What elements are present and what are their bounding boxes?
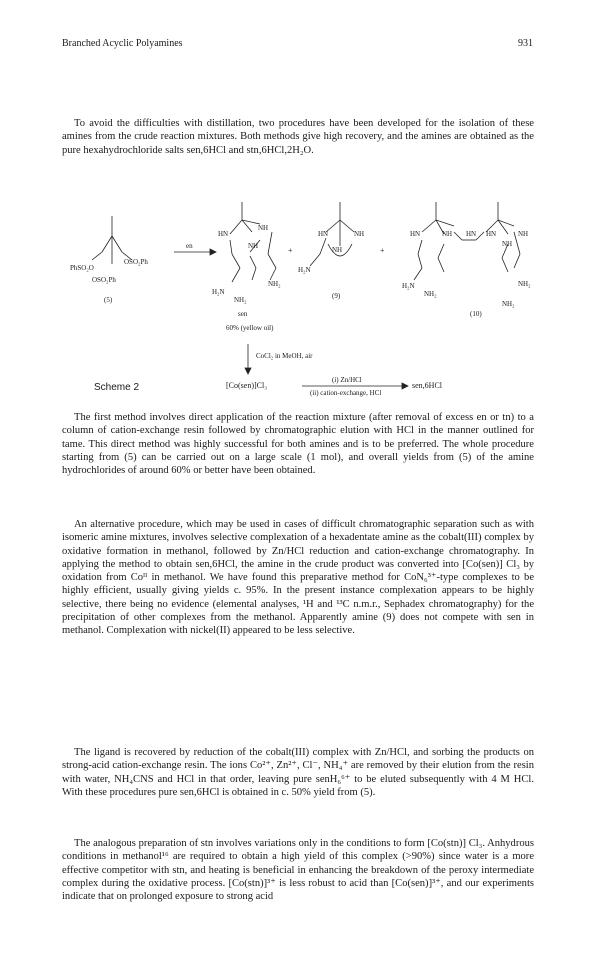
sen-hn: HN	[218, 230, 229, 238]
sen-h2n: H₂N	[212, 288, 225, 296]
compound-10-label: (10)	[470, 310, 482, 318]
c10-h2n: H₂N	[402, 282, 415, 290]
c9-hn: HN	[318, 230, 329, 238]
step-zn-hcl: (i) Zn/HCl	[332, 376, 362, 384]
page-number: 931	[518, 38, 533, 49]
sen-nh2-1: NH₂	[268, 280, 281, 288]
scheme-title: Scheme 2	[94, 382, 140, 393]
paragraph-ligand-recovery: The ligand is recovered by reduction of the cobalt(III) complex with Zn/HCl, and sorbing the products on strong-acid cation-exchange resin. The ions Co²⁺, Zn²⁺, Cl⁻, NH₄⁺ are removed by their elution from the resin with water, NH₄CNS and HCl in that order, leaving pure senH₆⁶⁺ to be eluted subsequently with 4 M HCl. With these procedures pure sen,6HCl is obtained in c. 50% yield from (5).	[62, 747, 534, 798]
c9-nh-2: NH	[332, 246, 343, 254]
sen-nh-2: NH	[248, 242, 259, 250]
c10-nh-2: NH	[518, 230, 529, 238]
c9-nh-1: NH	[354, 230, 365, 238]
c10-nh-3: NH	[502, 240, 513, 248]
reagent-en: en	[186, 242, 193, 250]
c10-hn-3: HN	[486, 230, 497, 238]
c10-hn-1: HN	[410, 230, 421, 238]
step-cobalt-chloride: CoCl₂ in MeOH, air	[256, 352, 313, 360]
paragraph-stn-preparation: The analogous preparation of stn involves variations only in the conditions to form [Co(stn)] Cl₃. Anhydrous conditions in methanol¹⁶ are required to obtain a high yield of this complex (>90%) since water is a more effective competitor with stn, and heating is beneficial in enhancing the breakdown of the peroxy intermediate complex during the oxidative process. [Co(stn)]³⁺ is less robust to acid than [Co(sen)]³⁺, and our experiments indicate that on prolonged exposure to strong acid	[62, 838, 534, 903]
start-substituent-2: OSO₂Ph	[124, 258, 148, 266]
sen-nh-1: NH	[258, 224, 269, 232]
scheme-2-figure	[62, 196, 534, 402]
paragraph-alternative-procedure: An alternative procedure, which may be used in cases of difficult chromatographic separation such as with isomeric amine mixtures, involves selective complexation of a hexadentate amine as the cobalt(III) complex by oxidative formation in methanol, followed by Zn/HCl reduction and cation-exchange chromatography. In applying the method to obtain sen,6HCl, the amine in the crude product was converted into [Co(sen)] Cl₃ by oxidation from Coᴵᴵ in methanol. We have found this preparative method for CoN₆³⁺-type complexes to be highly efficient, usually giving yields c. 95%. In the present instance complexation appears to be highly selective, there being no evidence (elemental analyses, ¹H and ¹³C n.m.r., Sephadex chromatography) for the precipitation of other complexes from the methanol. Apparently amine (9) does not compete with sen in methanol. Complexation with nickel(II) appeared to be less selective.	[62, 519, 534, 637]
scheme-structures	[62, 196, 534, 402]
compound-5-label: (5)	[104, 296, 113, 304]
plus-sign-2: +	[380, 246, 385, 255]
c9-h2n: H₂N	[298, 266, 311, 274]
c10-hn-2: HN	[466, 230, 477, 238]
plus-sign-1: +	[288, 246, 293, 255]
paragraph-first-method: The first method involves direct application of the reaction mixture (after removal of excess en or tn) to a column of cation-exchange resin followed by chromatographic elution with HCl in the manner outlined for tame. This direct method was highly successful for both amines and is to be preferred. The whole procedure starting from (5) can be carried out on a large scale (1 mol), and overall yields from (5) of the amine hydrochlorides of around 60% or better have been obtained.	[62, 412, 534, 477]
final-product: sen,6HCl	[412, 381, 442, 390]
compound-9-label: (9)	[332, 292, 341, 300]
sen-nh2-2: NH₂	[234, 296, 247, 304]
running-title: Branched Acyclic Polyamines	[62, 38, 183, 49]
c10-nh-1: NH	[442, 230, 453, 238]
cobalt-complex: [Co(sen)]Cl₃	[226, 381, 268, 390]
c10-nh2-2: NH₂	[518, 280, 531, 288]
sen-name: sen	[238, 310, 248, 318]
c10-nh2-3: NH₂	[502, 300, 515, 308]
c10-nh2-1: NH₂	[424, 290, 437, 298]
sen-yield: 60% (yellow oil)	[226, 324, 274, 332]
step-cation-exchange: (ii) cation-exchange, HCl	[310, 389, 382, 397]
start-substituent-1: PhSO₂O	[70, 264, 94, 272]
paragraph-intro: To avoid the difficulties with distillation, two procedures have been developed for the isolation of these amines from the crude reaction mixtures. Both methods give high recovery, and the amines are obtained as the pure hexahydrochloride salts sen,6HCl and stn,6HCl,2H₂O.	[62, 118, 534, 156]
running-header	[62, 38, 533, 52]
start-substituent-3: OSO₂Ph	[92, 276, 116, 284]
